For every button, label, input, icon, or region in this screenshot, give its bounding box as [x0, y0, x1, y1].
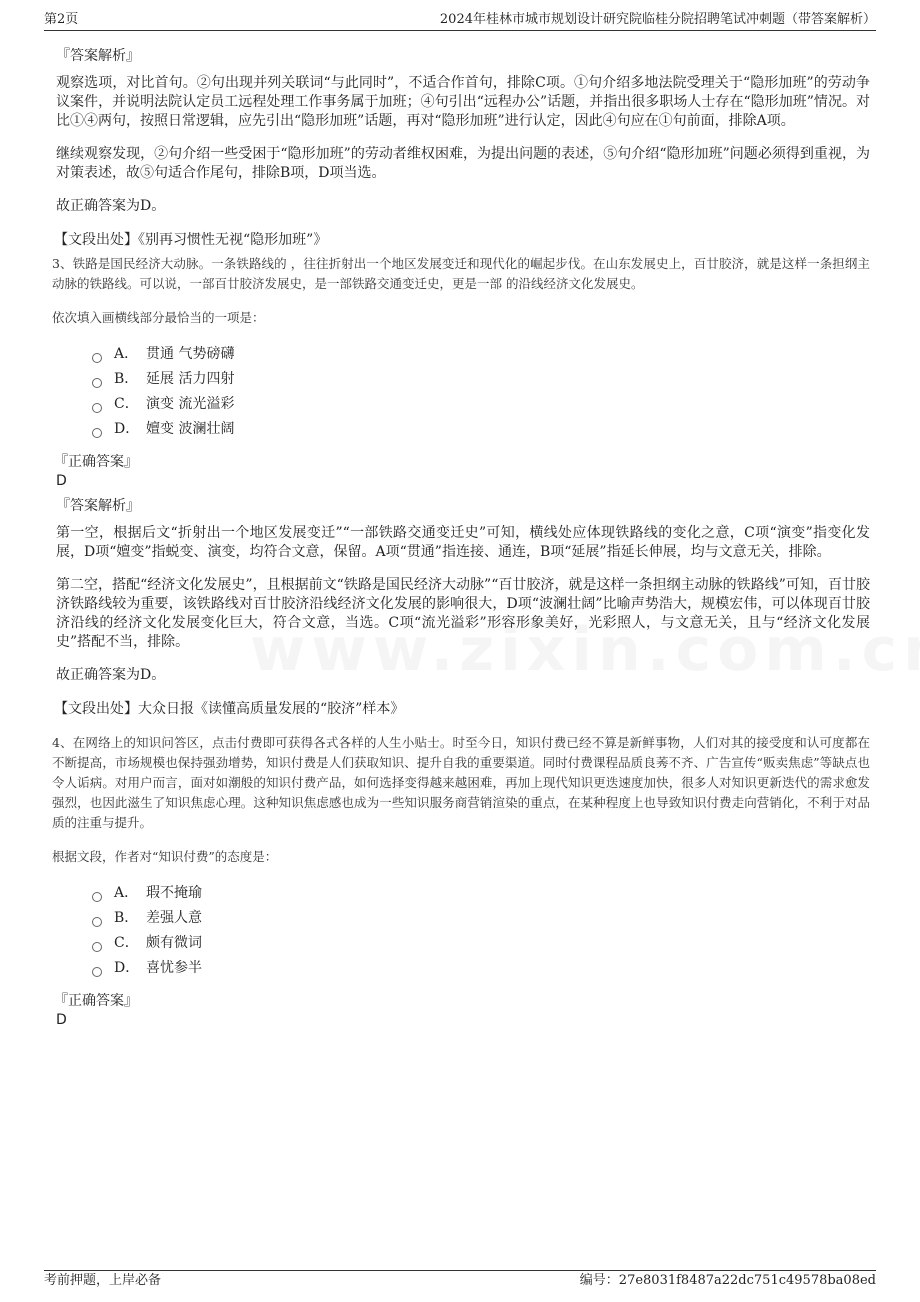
option-letter: A．	[114, 346, 139, 362]
page-footer	[44, 1270, 876, 1289]
question-4-text: 4、在网络上的知识问答区，点击付费即可获得各式各样的人生小贴士。时至今日，知识付费已经不算是新鲜事物，人们对其的接受度和认可度都在不断提高，市场规模也保持强劲增势，知识付费是人们获取知识、提升自我的重要渠道。同时付费课程品质良莠不齐、广告宣传“贩卖焦虑”等缺点也令人诟病。对用户而言，面对如潮般的知识付费产品，如何选择变得越来越困难，再加上现代知识更迭速度加快，很多人对知识更新迭代的需求愈发强烈，也因此滋生了知识焦虑心理。这种知识焦虑感也成为一些知识服务商营销渲染的重点，在某种程度上也导致知识付费走向营销化，不利于对品质的注重与提升。	[52, 735, 870, 830]
radio-icon[interactable]	[92, 403, 102, 413]
document-body	[52, 40, 870, 1035]
option-text: 喜忧参半	[146, 960, 202, 976]
option-letter: D．	[114, 960, 140, 976]
correct-answer-value: D	[56, 473, 67, 489]
option-c[interactable]	[92, 931, 870, 956]
analysis-conclusion: 故正确答案为D。	[56, 198, 166, 214]
option-text: 演变 流光溢彩	[146, 396, 235, 412]
analysis-conclusion: 故正确答案为D。	[56, 667, 166, 683]
radio-icon[interactable]	[92, 917, 102, 927]
option-c[interactable]	[92, 392, 870, 417]
radio-icon[interactable]	[92, 892, 102, 902]
question-3-options	[92, 342, 870, 442]
option-letter: C．	[114, 396, 139, 412]
footer-slogan: 考前押题，上岸必备	[44, 1273, 162, 1288]
option-text: 瑕不掩瑜	[146, 885, 202, 901]
option-a[interactable]	[92, 881, 870, 906]
radio-icon[interactable]	[92, 942, 102, 952]
page-number: 第2页	[44, 12, 79, 27]
option-letter: A．	[114, 885, 139, 901]
correct-answer-label: 『正确答案』	[54, 993, 138, 1009]
option-letter: C．	[114, 935, 139, 951]
analysis-paragraph: 继续观察发现，②句介绍一些受困于“隐形加班”的劳动者维权困难，为提出问题的表述，⑤句介绍“隐形加班”问题必须得到重视，为对策表述，故⑤句适合作尾句，排除B项，D项当选。	[56, 146, 870, 181]
question-3-prompt: 依次填入画横线部分最恰当的一项是：	[52, 310, 265, 325]
option-d[interactable]	[92, 417, 870, 442]
option-text: 贯通 气势磅礴	[146, 346, 235, 362]
correct-answer-value: D	[56, 1012, 67, 1028]
analysis-paragraph: 观察选项，对比首句。②句出现并列关联词“与此同时”，不适合作首句，排除C项。①句介绍多地法院受理关于“隐形加班”的劳动争议案件，并说明法院认定员工远程处理工作事务属于加班；④句引出“远程办公”话题，并指出很多职场人士存在“隐形加班”情况。对比①④两句，按照日常逻辑，应先引出“隐形加班”话题，再对“隐形加班”进行认定，因此④句应在①句前面，排除A项。	[56, 75, 870, 129]
radio-icon[interactable]	[92, 967, 102, 977]
option-text: 差强人意	[146, 910, 202, 926]
option-text: 延展 活力四射	[146, 371, 235, 387]
option-text: 嬗变 波澜壮阔	[146, 421, 235, 437]
option-text: 颇有微词	[146, 935, 202, 951]
analysis-label: 『答案解析』	[56, 498, 140, 514]
radio-icon[interactable]	[92, 428, 102, 438]
document-title: 2024年桂林市城市规划设计研究院临桂分院招聘笔试冲刺题（带答案解析）	[439, 12, 876, 27]
radio-icon[interactable]	[92, 378, 102, 388]
source-citation: 【文段出处】大众日报《读懂高质量发展的“胶济”样本》	[54, 701, 405, 717]
option-letter: D．	[114, 421, 140, 437]
option-a[interactable]	[92, 342, 870, 367]
option-d[interactable]	[92, 956, 870, 981]
radio-icon[interactable]	[92, 353, 102, 363]
source-citation: 【文段出处】《别再习惯性无视“隐形加班”》	[54, 232, 328, 248]
option-b[interactable]	[92, 367, 870, 392]
correct-answer-label: 『正确答案』	[54, 454, 138, 470]
option-letter: B．	[114, 371, 139, 387]
question-4-prompt: 根据文段，作者对“知识付费”的态度是：	[52, 849, 278, 864]
option-letter: B．	[114, 910, 139, 926]
option-b[interactable]	[92, 906, 870, 931]
analysis-paragraph: 第一空，根据后文“折射出一个地区发展变迁”“一部铁路交通变迁史”可知，横线处应体现铁路线的变化之意，C项“演变”指变化发展，D项“嬗变”指蜕变、演变，均符合文意，保留。A项“贯通”指连接、通连，B项“延展”指延长伸展，均与文意无关，排除。	[56, 525, 870, 560]
page-header	[44, 12, 876, 31]
question-4-options	[92, 881, 870, 981]
analysis-label: 『答案解析』	[56, 48, 140, 64]
analysis-paragraph: 第二空，搭配“经济文化发展史”，且根据前文“铁路是国民经济大动脉”“百廿胶济，就是这样一条担纲主动脉的铁路线”可知，百廿胶济铁路线较为重要，该铁路线对百廿胶济沿线经济文化发展的影响很大，D项“波澜壮阔”比喻声势浩大，规模宏伟，可以体现百廿胶济沿线的经济文化发展变化巨大，符合文意，当选。C项“流光溢彩”形容形象美好，光彩照人，与文意无关，且与“经济文化发展史”搭配不当，排除。	[56, 577, 870, 650]
question-3-text: 3、铁路是国民经济大动脉。一条铁路线的 ，往往折射出一个地区发展变迁和现代化的崛起步伐。在山东发展史上，百廿胶济，就是这样一条担纲主动脉的铁路线。可以说，一部百廿胶济发展史，是一部铁路交通变迁史，更是一部 的沿线经济文化发展史。	[52, 256, 870, 291]
document-id: 编号：27e8031f8487a22dc751c49578ba08ed	[579, 1273, 876, 1288]
